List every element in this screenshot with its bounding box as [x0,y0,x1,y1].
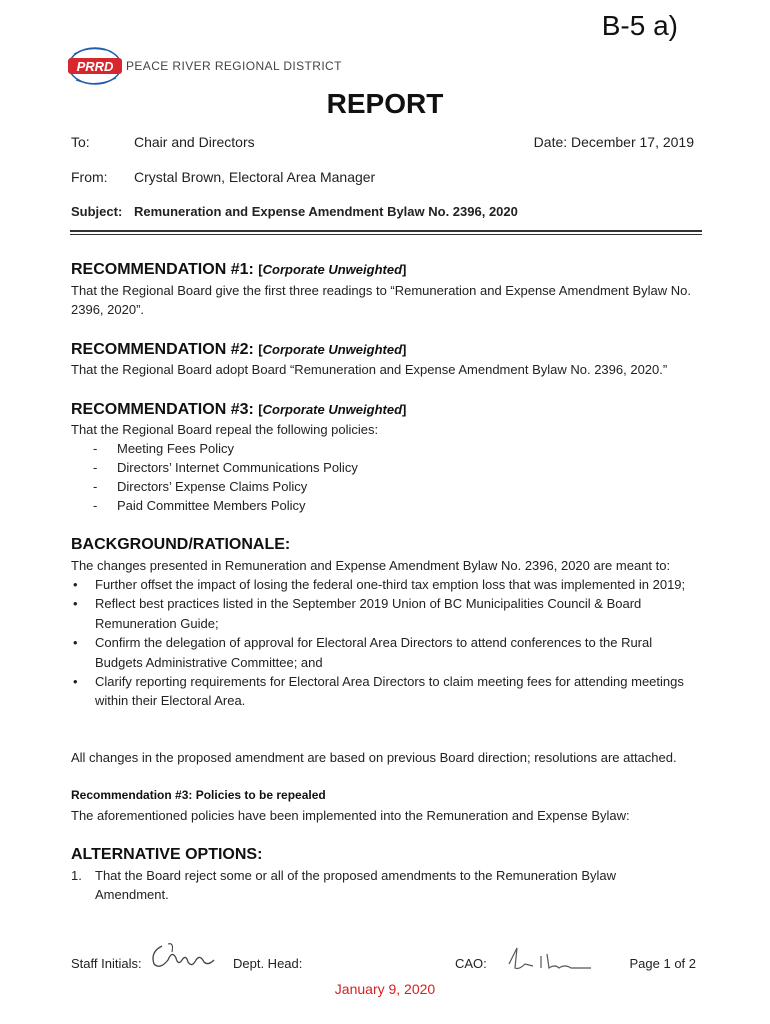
background-bullets [71,575,703,711]
rec3-subtext: The aforementioned policies have been implemented into the Remuneration and Expense Bylaw: [71,808,630,823]
list-item: • Confirm the delegation of approval for Electoral Area Directors to attend conferences to the Rural Budgets Administrative Committee; and [71,633,703,672]
to-label: To: [71,134,90,150]
header-rule-thin [70,234,702,235]
repeal-policy-list [71,439,671,515]
alternatives-heading: ALTERNATIVE OPTIONS: [71,846,263,863]
rec1-heading: RECOMMENDATION #1: [Corporate Unweighted] [71,261,407,278]
page-tag: B-5 a) [601,10,678,41]
staff-signature [148,938,218,976]
background-intro: The changes presented in Remuneration and Expense Amendment Bylaw No. 2396, 2020 are meant to: [71,558,671,573]
received-date-stamp: January 9, 2020 [334,981,436,997]
rec2-heading: RECOMMENDATION #2: [Corporate Unweighted] [71,341,407,358]
background-heading: BACKGROUND/RATIONALE: [71,536,291,553]
list-item: - Paid Committee Members Policy [71,496,671,515]
staff-initials-label: Staff Initials: [71,956,142,971]
rec3-subheading: Recommendation #3: Policies to be repealed [71,788,326,802]
cao-signature [503,944,595,974]
header-rule [70,230,702,232]
list-item: 1. That the Board reject some or all of the proposed amendments to the Remuneration Bylaw Amendment. [71,868,617,902]
rec3-text: That the Regional Board repeal the following policies: [71,422,379,437]
logo-text: PRRD [76,59,114,74]
from-value: Crystal Brown, Electoral Area Manager [134,169,376,185]
alternatives-list [71,866,631,904]
list-item: • Further offset the impact of losing the federal one-third tax emption loss that was implemented in 2019; [71,575,703,594]
list-item: - Directors’ Internet Communications Policy [71,458,671,477]
page-number: Page 1 of 2 [629,956,696,971]
report-title: REPORT [326,88,444,119]
subject-value: Remuneration and Expense Amendment Bylaw No. 2396, 2020 [134,204,518,219]
rec1-text: That the Regional Board give the first three readings to “Remuneration and Expense Amendment Bylaw No. 2396, 2020”. [71,283,692,317]
report-date: Date: December 17, 2019 [533,134,694,150]
list-item: • Clarify reporting requirements for Electoral Area Directors to claim meeting fees for attending meetings within their Electoral Area. [71,672,703,711]
list-item: - Directors’ Expense Claims Policy [71,477,671,496]
dept-head-label: Dept. Head: [233,956,303,971]
from-label: From: [71,169,108,185]
subject-label: Subject: [71,204,123,219]
rec3-heading: RECOMMENDATION #3: [Corporate Unweighted] [71,401,407,418]
list-item: • Reflect best practices listed in the September 2019 Union of BC Municipalities Council & Board Remuneration Guide; [71,594,703,633]
prrd-logo [66,44,124,88]
org-name: PEACE RIVER REGIONAL DISTRICT [126,59,342,73]
rec2-text: That the Regional Board adopt Board “Remuneration and Expense Amendment Bylaw No. 2396, 2020.” [71,362,668,377]
background-closing: All changes in the proposed amendment are based on previous Board direction; resolutions are attached. [71,750,677,765]
to-value: Chair and Directors [134,134,255,150]
cao-label: CAO: [455,956,487,971]
list-item: - Meeting Fees Policy [71,439,671,458]
